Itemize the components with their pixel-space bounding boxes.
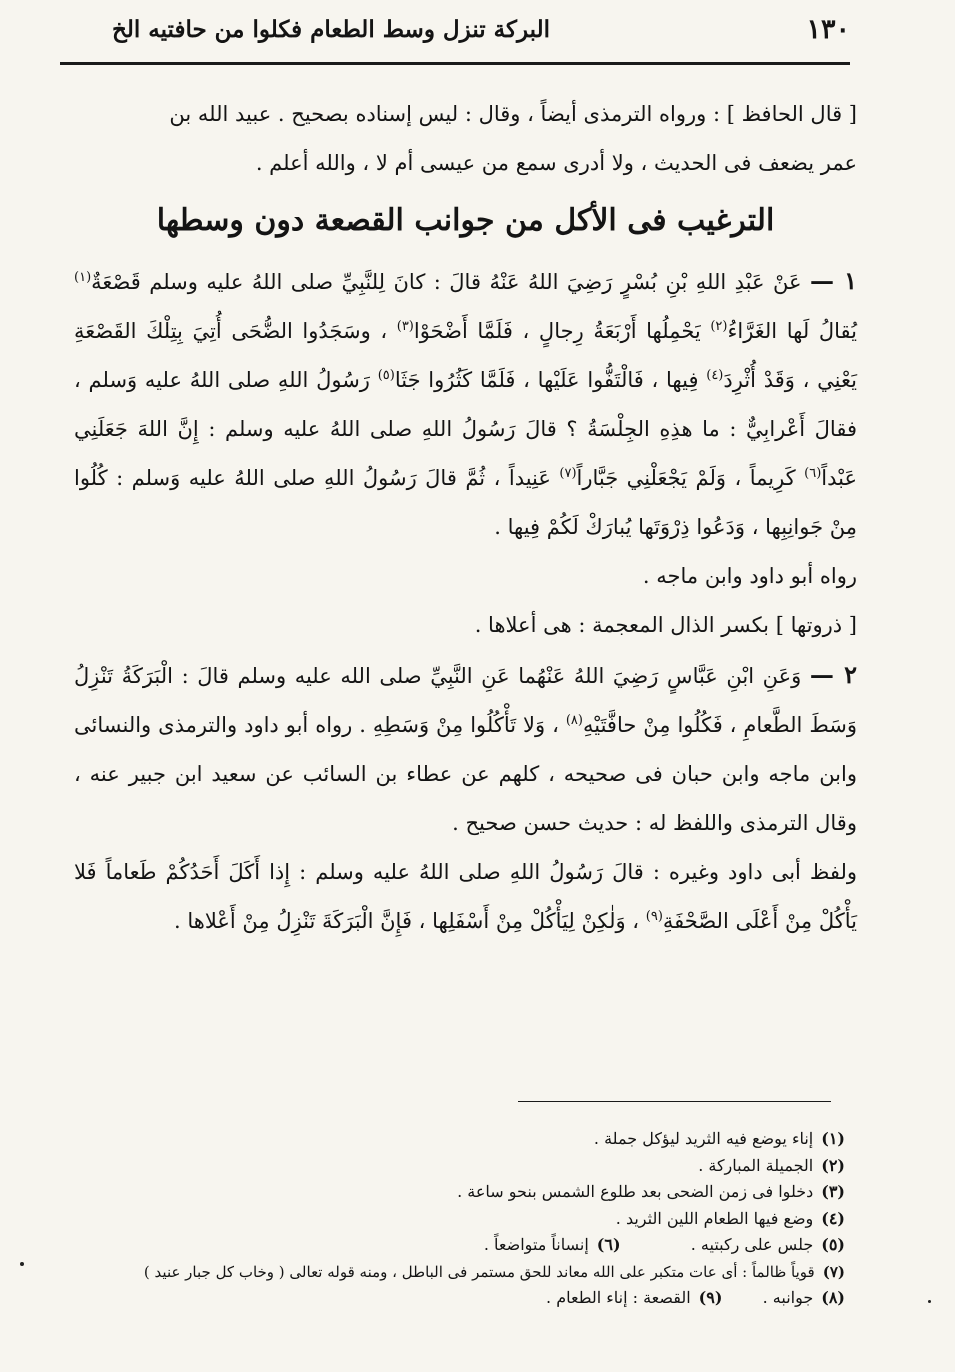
hadith-1: [74, 256, 857, 552]
hadith-2: [74, 650, 857, 848]
footnote-text: جلس على ركبتيه .: [690, 1235, 814, 1254]
footnote-ref-6: (٦): [804, 466, 822, 481]
footnote-3: [60, 1179, 845, 1206]
footnote-4: [60, 1206, 845, 1233]
intro-line-1: [ قال الحافظ ] : ورواه الترمذى أيضاً ، وقال : ليس إسناده بصحيح . عبيد الله بن: [169, 102, 857, 126]
footnote-number: (٩): [698, 1288, 723, 1307]
footnote-number: (١): [821, 1129, 845, 1148]
hadith-1-text: يَحْمِلُها أَرْبَعَةُ رِجالٍ ، فَلَمَّا أَضْحَوْا: [413, 319, 711, 343]
hadith-2-number: ٢ —: [809, 660, 858, 689]
footnote-ref-5: (٥): [377, 368, 395, 383]
footnotes: [60, 1126, 845, 1312]
variant-narration: [74, 848, 857, 946]
footnote-number: (٨): [821, 1288, 845, 1307]
page-header: [60, 8, 850, 58]
footnote-ref-2: (٢): [710, 319, 728, 334]
page-number: ١٣٠: [806, 14, 850, 45]
footnote-ref-8: (٨): [565, 713, 583, 728]
variant-text: ولفظ أبى داود وغيره : قالَ رَسُولُ اللهِ صلى اللهُ عليه وسلم : إِذا أَكَلَ أَحَدُكُمْ طَعاماً فَلا يَأْكُلْ مِنْ أَعْلَى الصَّحْفَةِ: [74, 860, 857, 933]
hadith-1-text: عَنْ عَبْدِ اللهِ بْنِ بُسْرٍ رَضِيَ اللهُ عَنْهُ قالَ : كانَ لِلنَّبِيِّ صلى اللهُ عليه وسلم قَصْعَةٌ: [91, 270, 802, 294]
running-head: البركة تنزل وسط الطعام فكلوا من حافتيه الخ: [111, 16, 550, 43]
footnote-ref-9: (٩): [645, 909, 663, 924]
footnote-ref-7: (٧): [559, 466, 577, 481]
hadith-1-text: يُقالُ لَها الغَرَّاءُ: [727, 319, 857, 343]
footnote-number: (٤): [821, 1208, 845, 1228]
footnote-text: وضع فيها الطعام اللين الثريد .: [615, 1208, 814, 1228]
hadith-1-text: رَسُولُ اللهِ صلى اللهُ عليه وَسلم ، فقالَ أَعْرابِيٌّ : ما هذِهِ الجِلْسَةُ ؟ قالَ رَسُولُ اللهِ صلى اللهُ عليه وسلم : إِنَّ اللهَ جَعَلَنِي عَبْداً: [74, 368, 857, 490]
hadith-1-number: ١ —: [809, 266, 857, 295]
gloss-note: [ ذروتها ] بكسر الذال المعجمة : هى أعلاها .: [474, 613, 857, 637]
footnote-text: الجميلة المباركة .: [698, 1155, 814, 1175]
hadith-2-text: وَعَنِ ابْنِ عَبَّاسٍ رَضِيَ اللهُ عَنْهُما عَنِ النَّبِيِّ صلى الله عليه وسلم قالَ : الْبَرَكَةُ تَنْزِلُ وَسَطَ الطَّعامِ ، فَكُلُوا مِنْ حافَّتَيْهِ: [74, 664, 858, 737]
footnote-5-6: [60, 1232, 845, 1259]
footnote-text: قوياً ظالماً : أى عات متكبر على الله معاند للحق مستمر فى الباطل ، ومنه قوله تعالى ( وخاب كل جبار عنيد ): [143, 1262, 815, 1281]
footnote-ref-1: (١): [74, 270, 92, 285]
footnote-1: [60, 1126, 845, 1153]
footnote-ref-3: (٣): [396, 319, 414, 334]
footnote-text: القصعة : إناء الطعام .: [546, 1288, 691, 1307]
footnote-rule: [518, 1101, 831, 1102]
footnote-number: (٢): [821, 1155, 845, 1175]
footnote-number: (٣): [821, 1182, 845, 1201]
footnote-number: (٧): [822, 1262, 845, 1281]
footnote-text: جوانبه .: [762, 1288, 814, 1307]
main-text: [74, 90, 857, 946]
footnote-text: إناء يوضع فيه الثريد ليؤكل جملة .: [593, 1129, 814, 1148]
footnote-number: (٦): [596, 1235, 621, 1254]
footnote-7: [60, 1259, 845, 1286]
scan-speck: [20, 1262, 24, 1266]
hadith-1-source: رواه أبو داود وابن ماجه .: [642, 564, 857, 588]
chapter-heading: الترغيب فى الأكل من جوانب القصعة دون وسطها: [156, 203, 775, 238]
footnote-ref-4: (٤): [706, 368, 724, 383]
footnote-2: [60, 1153, 845, 1180]
hadith-1-text: عَنِيداً ، ثُمَّ قالَ رَسُولُ اللهِ صلى اللهُ عليه وَسلم : كُلُوا مِنْ جَوانِبِها ، وَدَعُوا ذِرْوَتَها يُبارَكْ لَكُمْ فِيها .: [74, 466, 857, 539]
footnote-text: إنساناً متواضعاً .: [483, 1235, 589, 1254]
hadith-1-text: ، وسَجَدُوا الضُّحَى أُتِيَ بِتِلْكَ القَصْعَةِ يَعْنِي ، وَقَدْ أُثْرِدَ: [74, 319, 857, 392]
variant-text: ، وَلٰكِنْ لِيَأْكُلْ مِنْ أَسْفَلِها ، فَإِنَّ الْبَرَكَةَ تَنْزِلُ مِنْ أَعْلاها .: [174, 909, 646, 933]
hadith-1-text: كَرِيماً ، وَلَمْ يَجْعَلْنِي جَبَّاراً: [576, 466, 805, 490]
scan-speck: [928, 1300, 931, 1303]
hadith-2-text: ، وَلا تَأْكُلُوا مِنْ وَسَطِهِ . رواه أبو داود والترمذى والنسائى وابن ماجه وابن حبان فى صحيحه ، كلهم عن عطاء بن السائب عن سعيد ابن جبير عنه ، وقال الترمذى واللفظ له : حديث حسن صحيح .: [74, 713, 857, 835]
footnote-8-9: [60, 1285, 845, 1312]
hadith-1-text: فِيها ، فَالْتَفُّوا عَلَيْها ، فَلَمَّا كَثُرُوا جَثَا: [394, 368, 707, 392]
header-rule: [60, 62, 850, 65]
footnote-number: (٥): [821, 1235, 845, 1254]
intro-line-2: عمر يضعف فى الحديث ، ولا أدرى سمع من عيسى أم لا ، والله أعلم .: [255, 151, 857, 175]
footnote-text: دخلوا فى زمن الضحى بعد طلوع الشمس بنحو ساعة .: [457, 1182, 814, 1201]
